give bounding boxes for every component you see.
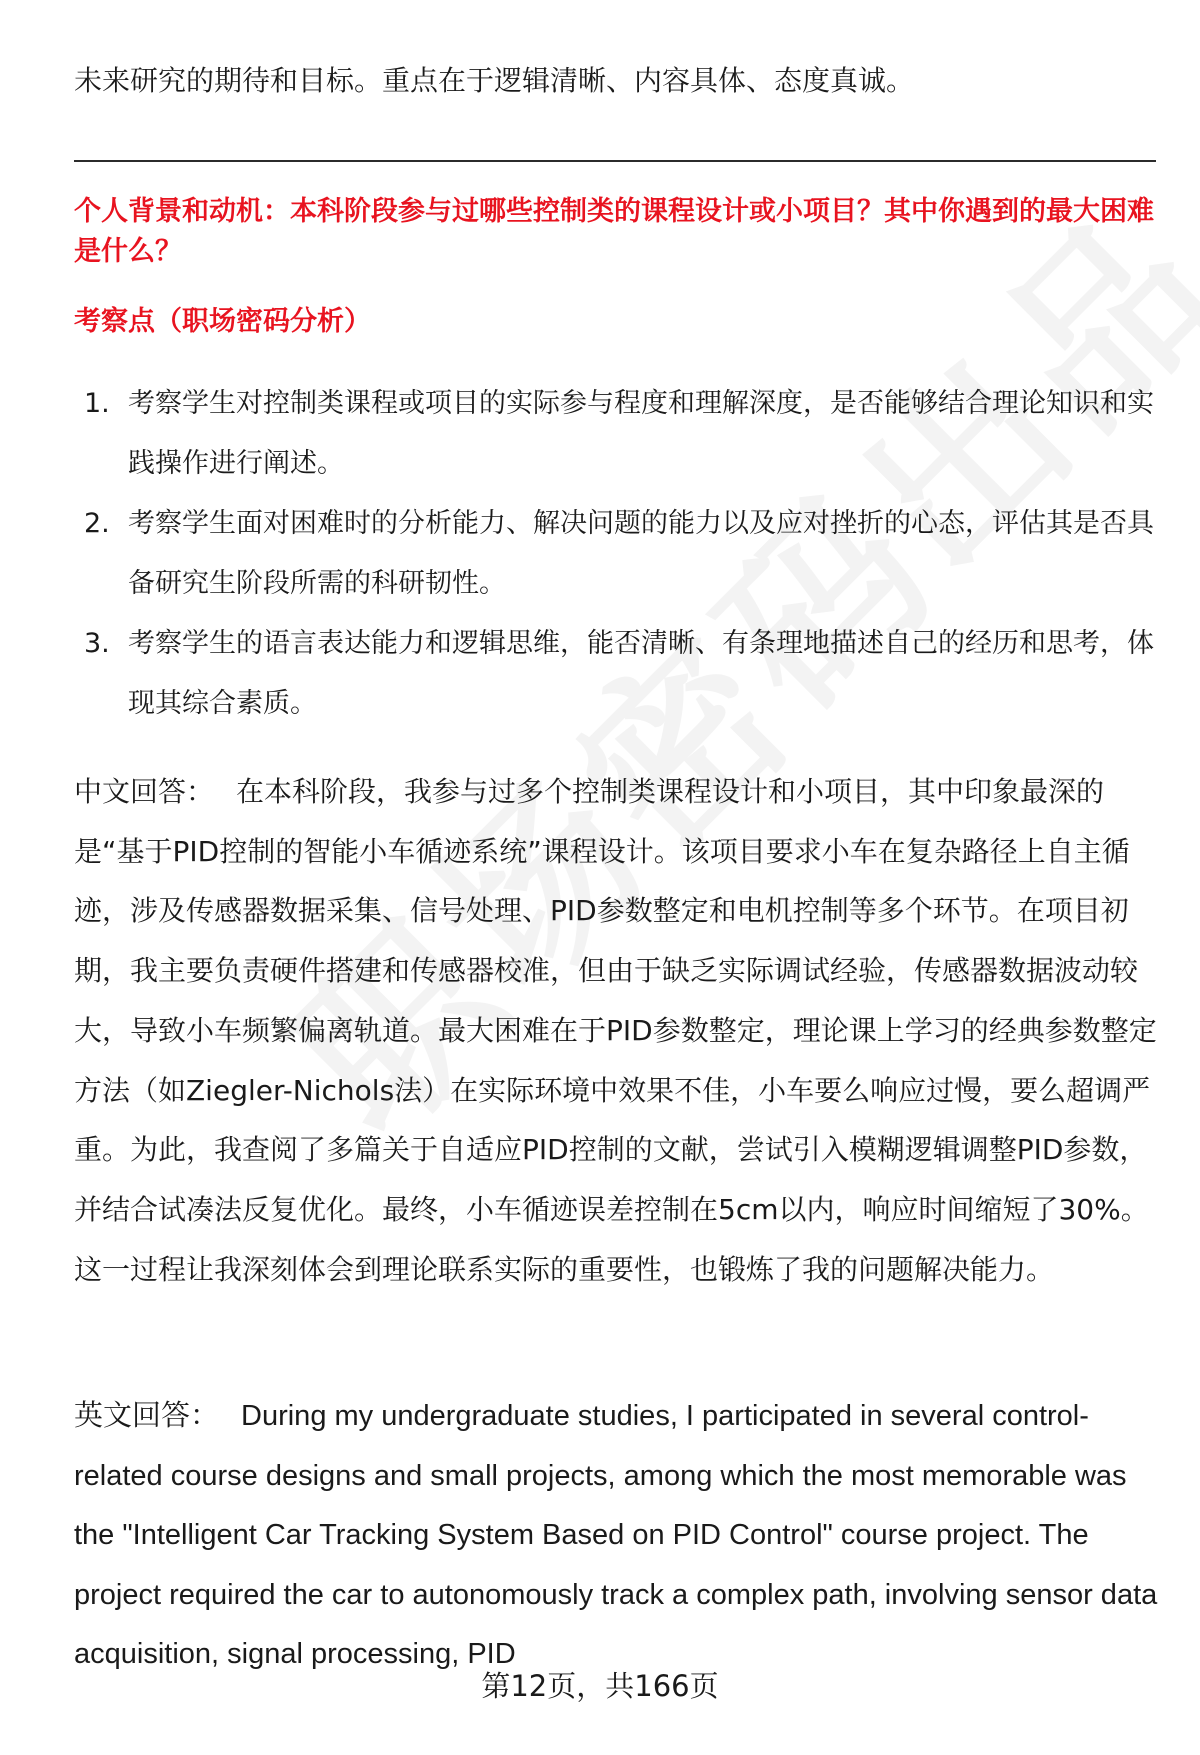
list-number: 3.: [84, 628, 110, 659]
list-text: 考察学生的语言表达能力和逻辑思维，能否清晰、有条理地描述自己的经历和思考，体现其综合素质。: [128, 628, 1154, 719]
list-number: 2.: [84, 508, 110, 539]
list-item: [74, 614, 1164, 734]
assessment-list: [74, 374, 1164, 734]
question-heading: 个人背景和动机：本科阶段参与过哪些控制类的课程设计或小项目？其中你遇到的最大困难是什么？: [74, 196, 1154, 267]
list-text: 考察学生面对困难时的分析能力、解决问题的能力以及应对挫折的心态，评估其是否具备研究生阶段所需的科研韧性。: [128, 508, 1154, 599]
list-number: 1.: [84, 388, 110, 419]
chinese-answer-text: 在本科阶段，我参与过多个控制类课程设计和小项目，其中印象最深的是“基于PID控制的智能小车循迹系统”课程设计。该项目要求小车在复杂路径上自主循迹，涉及传感器数据采集、信号处理、PID参数整定和电机控制等多个环节。在项目初期，我主要负责硬件搭建和传感器校准，但由于缺乏实际调试经验，传感器数据波动较大，导致小车频繁偏离轨道。最大困难在于PID参数整定，理论课上学习的经典参数整定方法（如Ziegler-Nichols法）在实际环境中效果不佳，小车要么响应过慢，要么超调严重。为此，我查阅了多篇关于自适应PID控制的文献，尝试引入模糊逻辑调整PID参数，并结合试凑法反复优化。最终，小车循迹误差控制在5cm以内，响应时间缩短了30%。这一过程让我深刻体会到理论联系实际的重要性，也锻炼了我的问题解决能力。: [74, 775, 1157, 1286]
assessment-title: 考察点（职场密码分析）: [74, 306, 371, 337]
english-answer-label: 英文回答：: [74, 1400, 220, 1432]
list-item: [74, 374, 1164, 494]
page-footer: 第12页，共166页: [481, 1669, 719, 1703]
list-text: 考察学生对控制类课程或项目的实际参与程度和理解深度，是否能够结合理论知识和实践操作进行阐述。: [128, 388, 1154, 479]
chinese-answer: [74, 762, 1164, 1299]
english-answer-text: During my undergraduate studies, I participated in several control-related course designs and small projects, among which the most memorable was the "Intelligent Car Tracking System Based on PID Control" course project. The project required the car to autonomously track a complex path, involving sensor data acquisition, signal processing, PID: [74, 1400, 1158, 1671]
chinese-answer-label: 中文回答：: [74, 775, 215, 808]
intro-line: 未来研究的期待和目标。重点在于逻辑清晰、内容具体、态度真诚。: [74, 64, 915, 97]
english-answer: [74, 1387, 1164, 1685]
divider: [74, 160, 1156, 162]
list-item: [74, 494, 1164, 614]
